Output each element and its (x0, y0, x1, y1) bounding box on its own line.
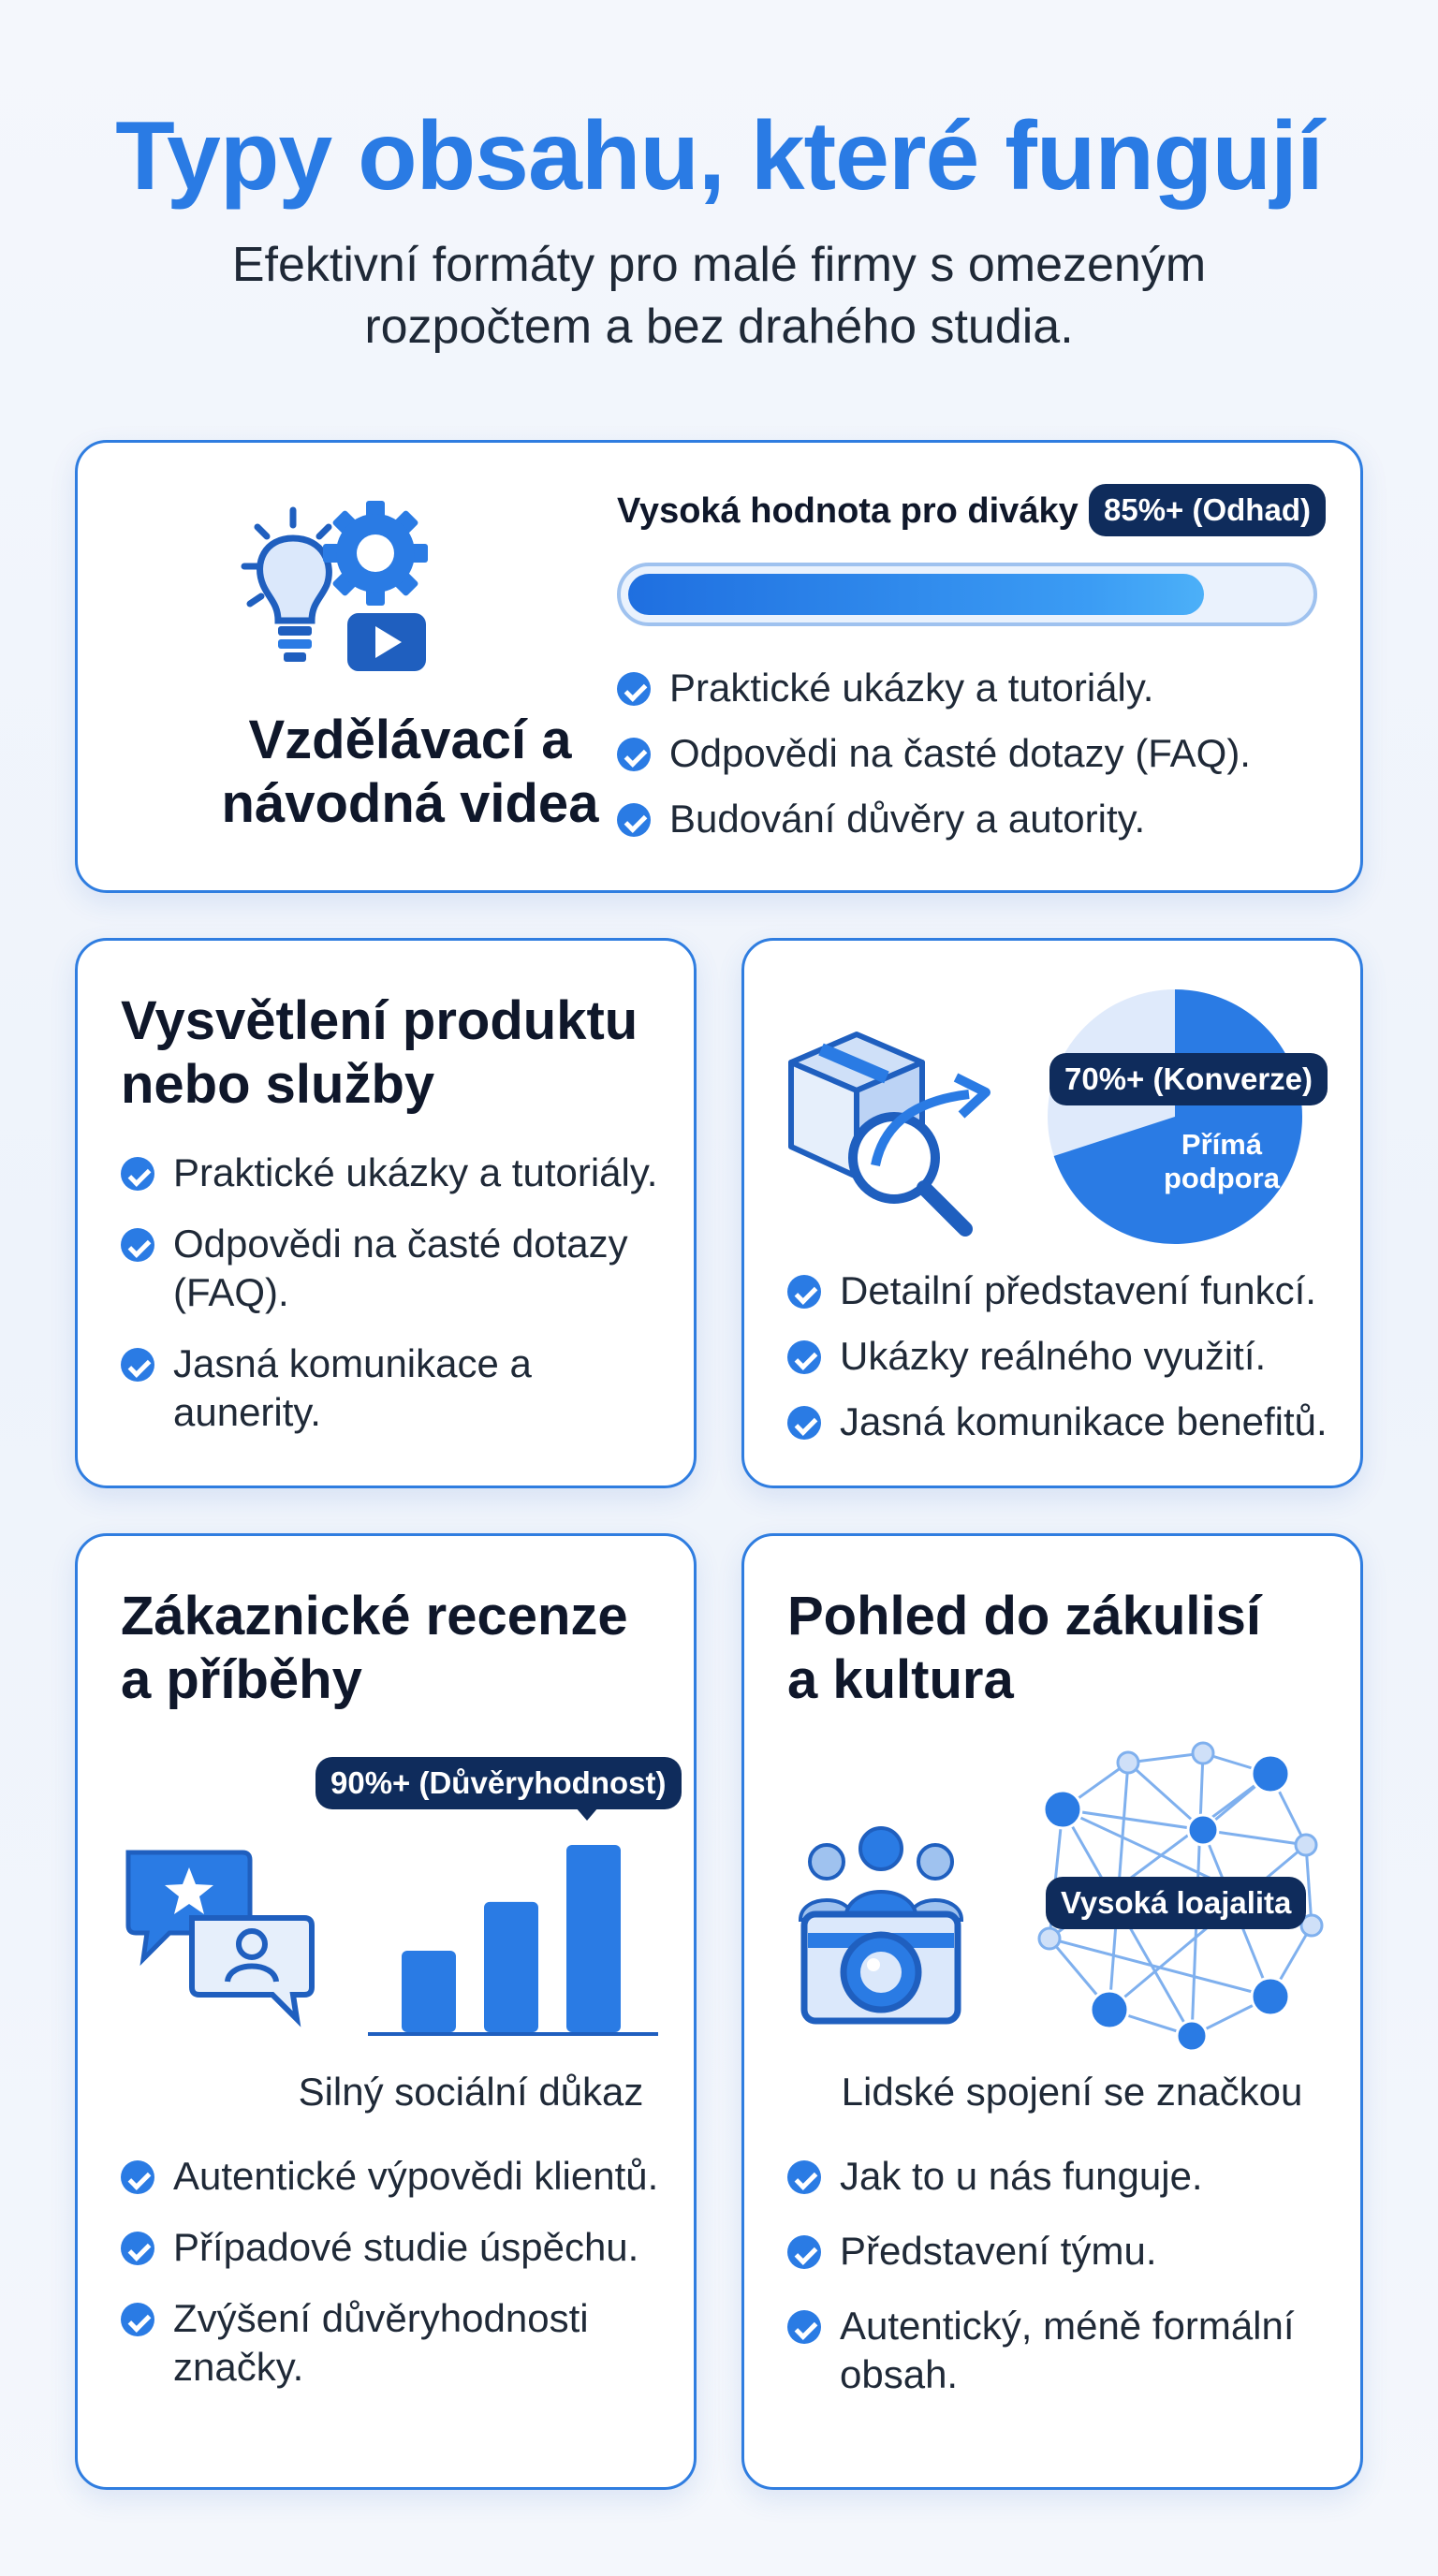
list-item-text: Detailní představení funkcí. (840, 1268, 1316, 1312)
check-icon (121, 1348, 154, 1382)
team-camera-icon (787, 1817, 975, 2032)
lightbulb-gear-play-icon (237, 499, 518, 686)
list-item-text: Jak to u nás funguje. (840, 2154, 1203, 2198)
list-item (121, 1220, 682, 1317)
list-item (121, 2294, 682, 2392)
subtitle-line: rozpočtem a bez drahého studia. (364, 300, 1074, 354)
bullet-list (121, 2152, 682, 2392)
card-customer-reviews (75, 1533, 697, 2490)
bar-3 (566, 1845, 621, 2032)
check-icon (787, 2310, 821, 2344)
pie-label-line: Přímá (1181, 1128, 1263, 1161)
list-item-text: Praktické ukázky a tutoriály. (669, 666, 1154, 710)
check-icon (787, 2235, 821, 2269)
check-icon (121, 2232, 154, 2265)
list-item (121, 1339, 682, 1437)
list-item (121, 2223, 682, 2272)
page-subtitle (157, 234, 1281, 358)
trust-badge: 90%+ (Důvěryhodnost) (315, 1757, 682, 1809)
metric-badge: 85%+ (Odhad) (1089, 484, 1326, 536)
progress-fill (628, 574, 1204, 615)
subtitle-line: Efektivní formáty pro malé firmy s omezeným (231, 238, 1207, 292)
list-item-text: Jasná komunikace benefitů. (840, 1399, 1328, 1443)
box-magnifier-arrow-icon (782, 1025, 1006, 1240)
card-title-line: Zákaznické recenze (121, 1586, 628, 1647)
bar-2 (484, 1902, 538, 2032)
list-item (787, 1332, 1368, 1381)
metric-label: Vysoká hodnota pro diváky (617, 491, 1078, 531)
bullet-list (787, 1266, 1368, 1446)
card-title-line: návodná videa (221, 773, 599, 834)
card-product-conversion (741, 938, 1363, 1488)
check-icon (787, 1406, 821, 1440)
bar-1 (402, 1951, 456, 2032)
review-chat-bubbles-icon (121, 1845, 317, 2023)
list-item-text: Ukázky reálného využití. (840, 1334, 1267, 1378)
list-item (121, 1149, 682, 1197)
list-item (787, 2152, 1349, 2201)
bullet-list (121, 1149, 682, 1437)
list-item (787, 2227, 1349, 2276)
check-icon (787, 1340, 821, 1374)
card-educational-videos (75, 440, 1363, 893)
check-icon (121, 1157, 154, 1191)
check-icon (121, 2303, 154, 2336)
card-title-line: Vzdělávací a (248, 710, 572, 770)
bullet-list (617, 664, 1347, 843)
card-title-line: a příběhy (121, 1649, 362, 1710)
card-product-explanation (75, 938, 697, 1488)
list-item-text: Představení týmu. (840, 2229, 1157, 2273)
list-item-text: Odpovědi na časté dotazy (FAQ). (669, 731, 1251, 775)
check-icon (617, 738, 651, 771)
list-item-text: Jasná komunikace a aunerity. (173, 1341, 532, 1434)
chart-caption: Silný sociální důkaz (298, 2070, 644, 2114)
list-item (787, 1266, 1368, 1315)
check-icon (617, 803, 651, 837)
card-title (121, 989, 682, 1117)
page-title: Typy obsahu, které fungují (115, 102, 1323, 211)
list-item-text: Praktické ukázky a tutoriály. (173, 1150, 658, 1194)
list-item-text: Případové studie úspěchu. (173, 2225, 639, 2269)
list-item (787, 2302, 1349, 2399)
check-icon (617, 672, 651, 706)
progress-track (617, 563, 1317, 626)
card-title (121, 1585, 682, 1712)
conversion-badge: 70%+ (Konverze) (1049, 1053, 1328, 1105)
pie-chart (1044, 986, 1306, 1248)
card-title (134, 709, 686, 836)
chart-caption: Lidské spojení se značkou (841, 2070, 1303, 2114)
pie-label (1137, 1128, 1306, 1195)
check-icon (121, 1228, 154, 1262)
list-item (617, 795, 1347, 843)
list-item (787, 1398, 1368, 1446)
loyalty-badge: Vysoká loajalita (1046, 1877, 1306, 1929)
badge-pointer (576, 1808, 598, 1821)
check-icon (121, 2160, 154, 2194)
list-item-text: Zvýšení důvěryhodnosti značky. (173, 2296, 589, 2389)
card-title-line: Vysvětlení produktu (121, 990, 638, 1051)
card-title (787, 1585, 1349, 1712)
list-item-text: Autentický, méně formální obsah. (840, 2304, 1295, 2396)
list-item (617, 664, 1347, 712)
check-icon (787, 2160, 821, 2194)
card-title-line: a kultura (787, 1649, 1014, 1710)
list-item-text: Budování důvěry a autority. (669, 797, 1146, 841)
card-behind-the-scenes (741, 1533, 1363, 2490)
check-icon (787, 1275, 821, 1309)
list-item (121, 2152, 682, 2201)
card-title-line: Pohled do zákulisí (787, 1586, 1261, 1647)
list-item-text: Autentické výpovědi klientů. (173, 2154, 659, 2198)
list-item (617, 729, 1347, 778)
list-item-text: Odpovědi na časté dotazy (FAQ). (173, 1222, 628, 1314)
card-title-line: nebo služby (121, 1054, 435, 1115)
bullet-list (787, 2152, 1349, 2399)
bar-chart (359, 1817, 668, 2042)
pie-label-line: podpora (1164, 1162, 1280, 1194)
